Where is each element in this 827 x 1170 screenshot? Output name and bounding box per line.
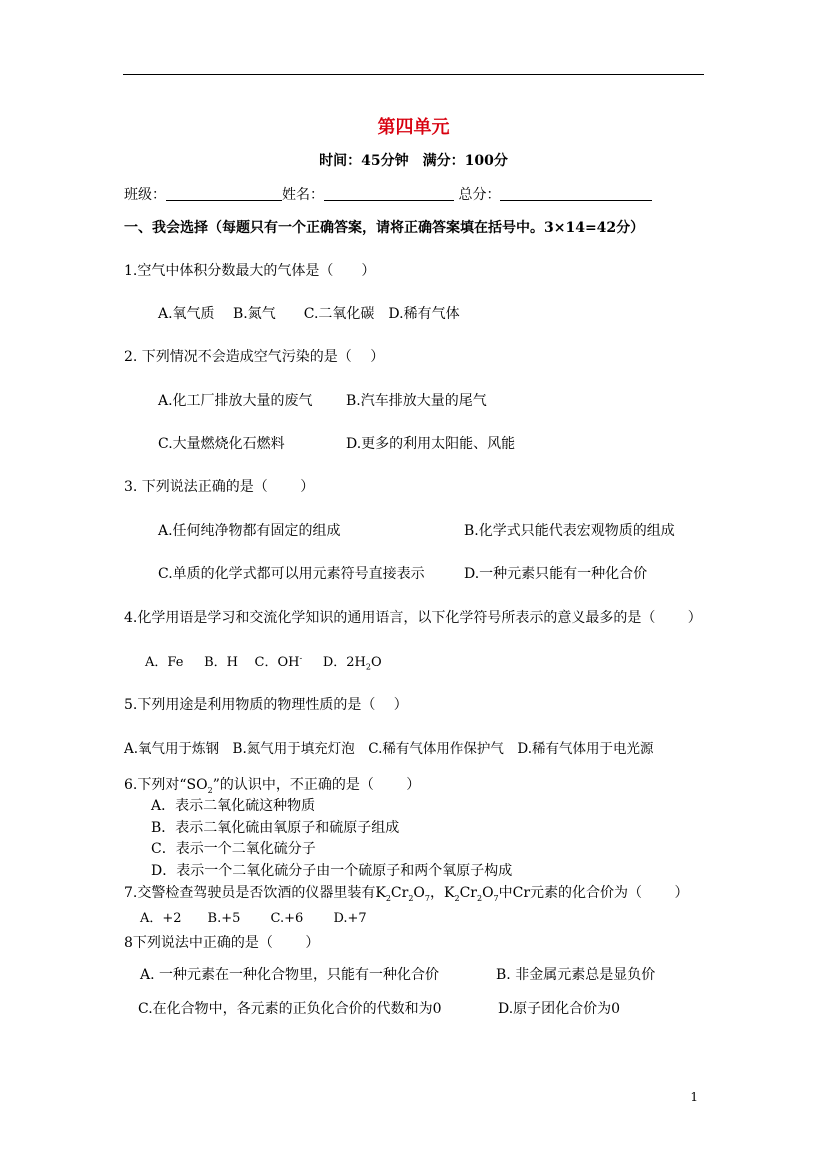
question-1-options: A.氧气质 B.氮气 C.二氧化碳 D.稀有气体	[158, 306, 460, 322]
question-8-option-b: B. 非金属元素总是显负价	[496, 967, 656, 983]
student-info-row	[124, 184, 652, 204]
question-4-options	[145, 651, 382, 672]
question-6: 6.下列对“$SO_2$”的认识中，不正确的是（ ）	[124, 777, 421, 795]
question-2: 2. 下列情况不会造成空气污染的是（ ）	[124, 349, 385, 365]
exam-info: 时间：45分钟 满分：100分	[319, 153, 508, 169]
header-rule	[123, 74, 704, 75]
question-3-option-a: A.任何纯净物都有固定的组成	[158, 523, 341, 539]
question-4-option-c: C．OH-	[254, 653, 303, 670]
question-3-option-c: C.单质的化学式都可以用元素符号直接表示	[158, 566, 425, 582]
question-4: 4.化学用语是学习和交流化学知识的通用语言，以下化学符号所表示的意义最多的是（ ）	[124, 610, 702, 626]
total-label: 总分：	[458, 187, 501, 203]
question-8: 8下列说法中正确的是（ ）	[124, 935, 320, 951]
question-3-option-b: B.化学式只能代表宏观物质的组成	[464, 523, 675, 539]
question-7: 7.交警检查驾驶员是否饮酒的仪器里装有$K_2Cr_2O_7$，$K_2Cr_2O_7$中Cr元素的化合价为（ ）	[124, 885, 689, 903]
question-4-option-d: D．$2H_2O$	[322, 655, 382, 672]
page-title: 第四单元	[377, 117, 450, 138]
question-8-option-c: C.在化合物中，各元素的正负化合价的代数和为0	[138, 1001, 442, 1017]
question-4-option-b: B．H	[204, 655, 238, 670]
question-6-option-b: B．表示二氧化硫由氧原子和硫原子组成	[151, 820, 400, 836]
question-2-option-b: B.汽车排放大量的尾气	[346, 393, 487, 409]
question-3-option-d: D.一种元素只能有一种化合价	[464, 566, 648, 582]
question-6-option-d: D．表示一个二氧化硫分子由一个硫原子和两个氧原子构成	[151, 863, 513, 879]
question-7-options: A．+2 B.+5 C.+6 D.+7	[140, 911, 367, 926]
question-2-option-d: D.更多的利用太阳能、风能	[346, 436, 516, 452]
question-2-option-c: C.大量燃烧化石燃料	[158, 436, 285, 452]
name-field[interactable]	[324, 186, 454, 201]
question-8-option-d: D.原子团化合价为0	[498, 1001, 621, 1017]
name-label: 姓名：	[282, 187, 324, 203]
question-8-option-a: A. 一种元素在一种化合物里，只能有一种化合价	[140, 967, 440, 983]
question-6-option-a: A．表示二氧化硫这种物质	[151, 798, 316, 814]
class-field[interactable]	[166, 186, 282, 201]
question-3: 3. 下列说法正确的是（ ）	[124, 479, 315, 495]
question-4-option-a: A．Fe	[145, 655, 184, 670]
question-6-option-c: C．表示一个二氧化硫分子	[151, 841, 316, 857]
section-heading: 一、我会选择（每题只有一个正确答案，请将正确答案填在括号中。3×14=42分）	[124, 220, 645, 236]
total-field[interactable]	[500, 186, 652, 201]
class-label: 班级：	[124, 187, 166, 203]
page-number: 1	[690, 1090, 698, 1104]
question-2-option-a: A.化工厂排放大量的废气	[158, 393, 313, 409]
question-5-options: A.氧气用于炼钢 B.氮气用于填充灯泡 C.稀有气体用作保护气 D.稀有气体用于电光源	[124, 741, 654, 757]
question-1: 1.空气中体积分数最大的气体是（ ）	[124, 263, 376, 279]
question-5: 5.下列用途是利用物质的物理性质的是（ ）	[124, 697, 408, 713]
